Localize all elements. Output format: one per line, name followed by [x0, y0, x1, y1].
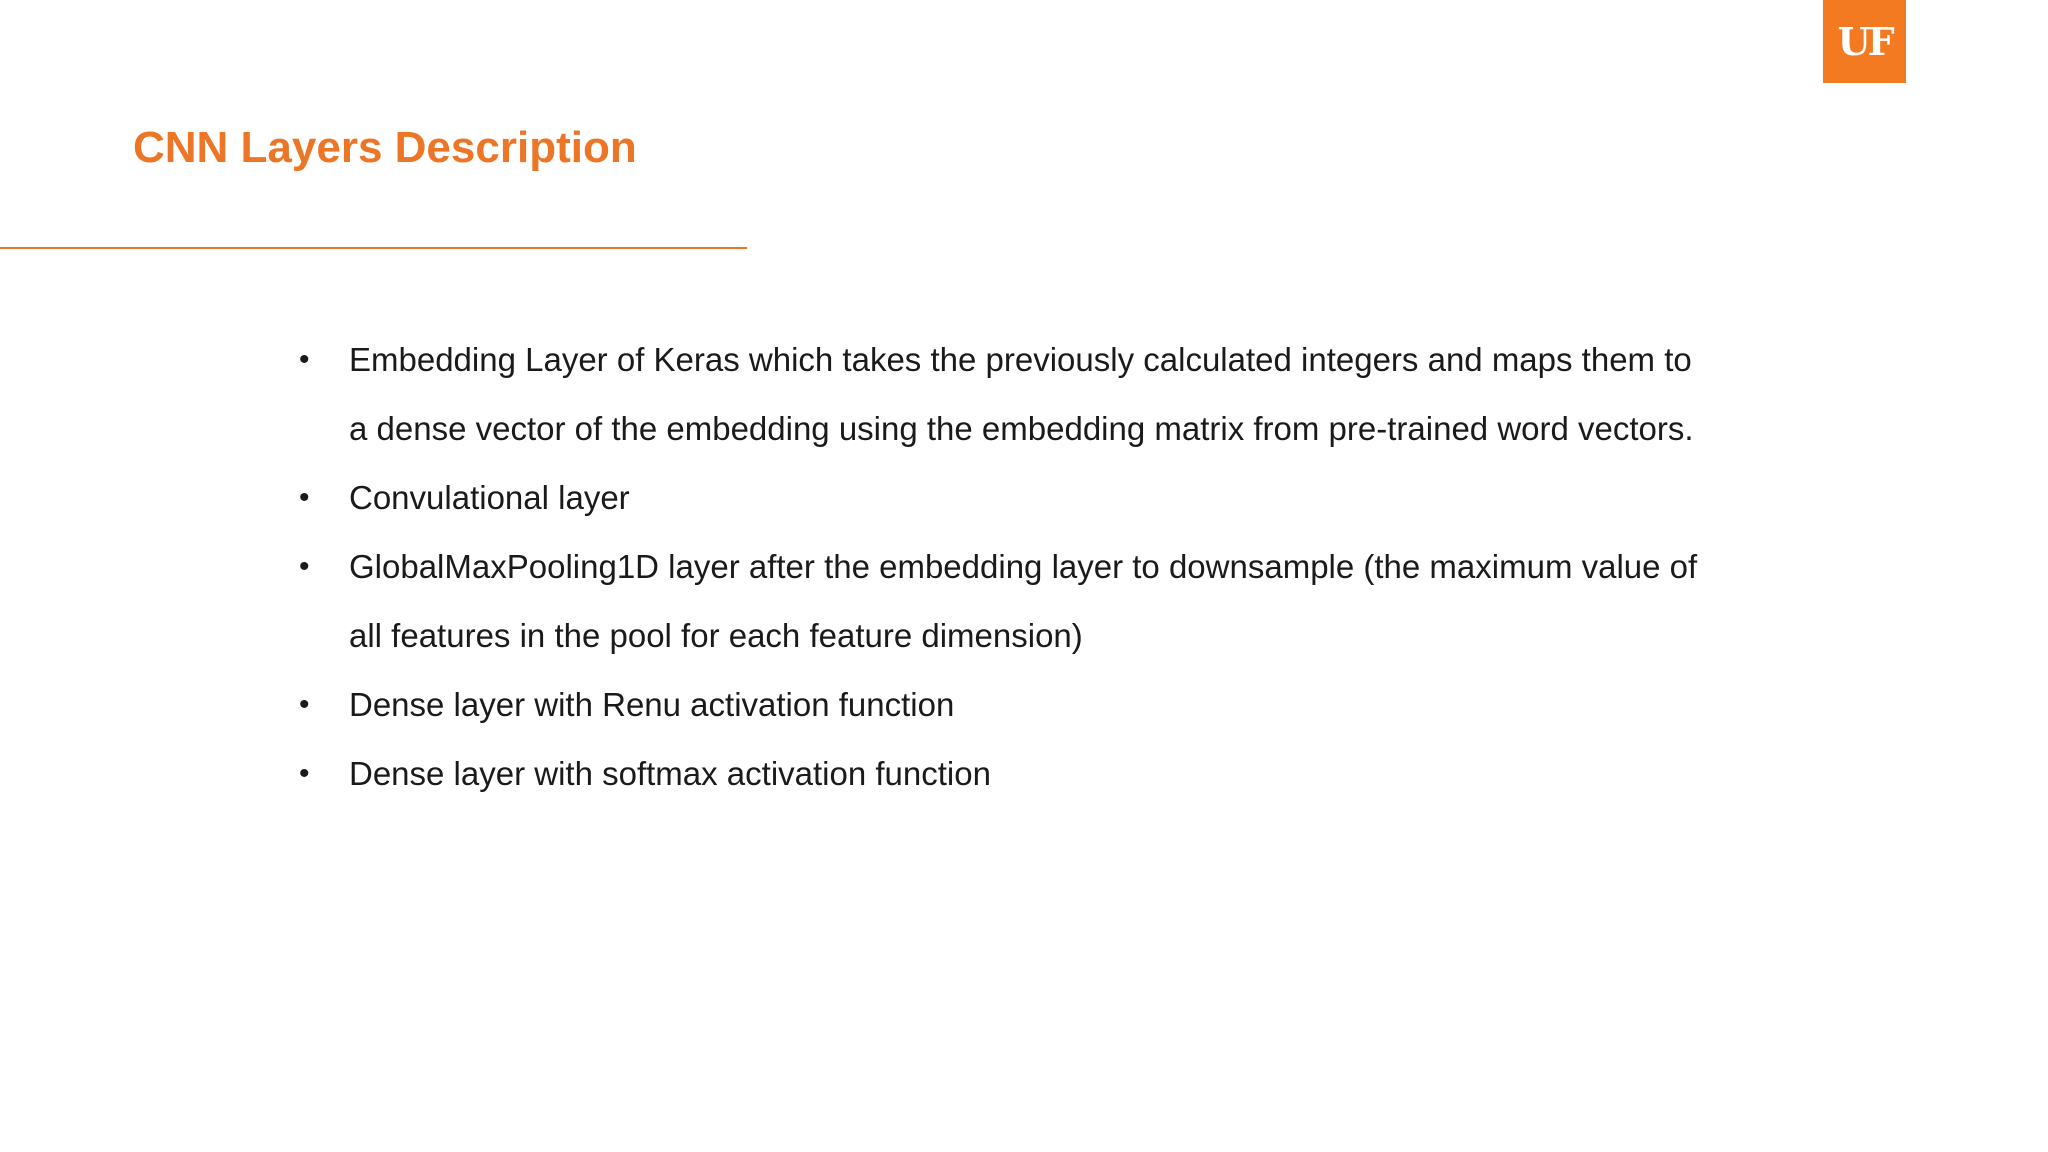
bullet-icon: •	[299, 481, 310, 514]
bullet-icon: •	[299, 343, 310, 376]
uf-logo-text: UF	[1837, 19, 1892, 64]
bullet-text: GlobalMaxPooling1D layer after the embedding layer to downsample (the maximum value of all features in the pool for each feature dimension)	[349, 548, 1698, 654]
bullet-item-embedding	[290, 325, 1710, 463]
bullet-icon: •	[299, 757, 310, 790]
bullet-text: Dense layer with softmax activation function	[349, 755, 991, 792]
slide-title: CNN Layers Description	[133, 123, 637, 172]
bullet-text: Dense layer with Renu activation function	[349, 686, 955, 723]
bullet-list	[290, 325, 1710, 808]
title-divider	[0, 247, 747, 249]
bullet-text: Convulational layer	[349, 479, 630, 516]
bullet-text: Embedding Layer of Keras which takes the previously calculated integers and maps them to a dense vector of the embedding using the embedding matrix from pre-trained word vectors.	[349, 341, 1694, 447]
bullet-item-dense-softmax	[290, 739, 1710, 808]
bullet-icon: •	[299, 550, 310, 583]
bullet-item-globalmaxpooling	[290, 532, 1710, 670]
bullet-item-dense-renu	[290, 670, 1710, 739]
bullet-icon: •	[299, 688, 310, 721]
uf-logo	[1823, 0, 1906, 83]
bullet-item-convolutional	[290, 463, 1710, 532]
